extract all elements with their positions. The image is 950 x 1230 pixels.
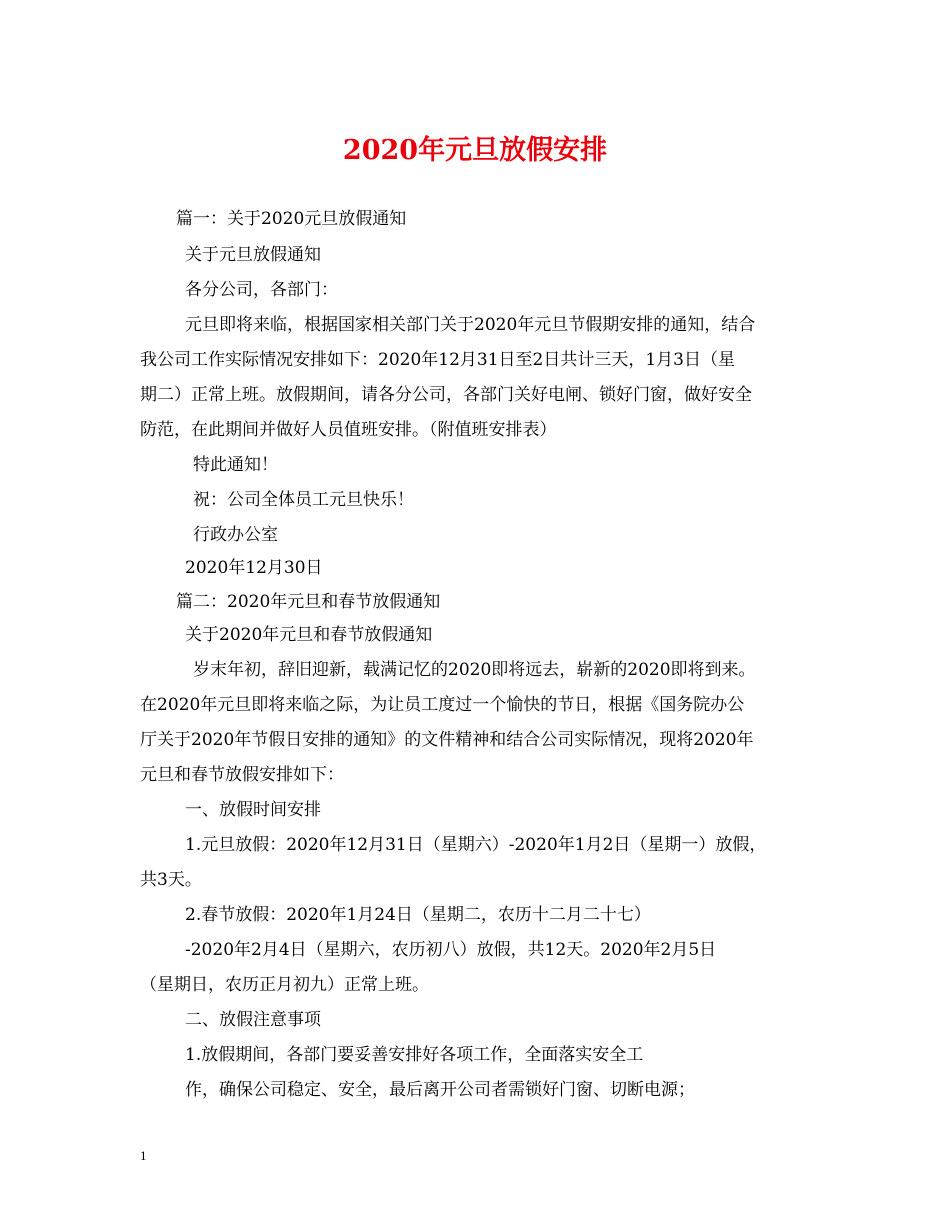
text-line: 特此通知！ <box>193 455 278 475</box>
text-line: 行政办公室 <box>193 525 278 545</box>
page-number: 1 <box>140 1148 147 1163</box>
text-line: 关于元旦放假通知 <box>185 245 321 265</box>
text-line: 岁末年初，辞旧迎新，载满记忆的2020即将远去，崭新的2020即将到来。 <box>193 660 756 680</box>
text-line: 祝：公司全体员工元旦快乐！ <box>193 490 414 510</box>
text-line: 防范，在此期间并做好人员值班安排。（附值班安排表） <box>140 420 557 440</box>
text-line: 1.元旦放假：2020年12月31日（星期六）-2020年1月2日（星期一）放假， <box>185 835 767 855</box>
text-line: -2020年2月4日（星期六，农历初八）放假，共12天。2020年2月5日 <box>185 940 717 960</box>
text-line: 2.春节放假：2020年1月24日（星期二，农历十二月二十七） <box>185 905 651 925</box>
text-line: 关于2020年元旦和春节放假通知 <box>185 625 433 645</box>
text-line: 期二）正常上班。放假期间，请各分公司，各部门关好电闸、锁好门窗，做好安全 <box>140 385 752 405</box>
text-line: 一、放假时间安排 <box>185 800 321 820</box>
text-line: 各分公司，各部门： <box>185 280 338 300</box>
text-line: 二、放假注意事项 <box>185 1010 321 1030</box>
text-line: 1.放假期间，各部门要妥善安排好各项工作，全面落实安全工 <box>185 1045 644 1065</box>
document-title: 2020年元旦放假安排 <box>342 135 608 166</box>
text-line: 在2020年元旦即将来临之际，为让员工度过一个愉快的节日，根据《国务院办公 <box>140 695 745 715</box>
text-line: 2020年12月30日 <box>185 558 323 578</box>
text-line: 篇一：关于2020元旦放假通知 <box>176 209 407 229</box>
text-line: 篇二：2020年元旦和春节放假通知 <box>176 592 441 612</box>
text-line: （星期日，农历正月初九）正常上班。 <box>140 975 429 995</box>
text-line: 共3天。 <box>140 870 202 890</box>
text-line: 作，确保公司稳定、安全，最后离开公司者需锁好门窗、切断电源； <box>185 1080 695 1100</box>
text-line: 元旦即将来临，根据国家相关部门关于2020年元旦节假期安排的通知，结合 <box>185 315 756 335</box>
text-line: 我公司工作实际情况安排如下：2020年12月31日至2日共计三天，1月3日（星 <box>140 350 735 370</box>
text-line: 厅关于2020年节假日安排的通知》的文件精神和结合公司实际情况，现将2020年 <box>140 730 754 750</box>
text-line: 元旦和春节放假安排如下： <box>140 765 344 785</box>
